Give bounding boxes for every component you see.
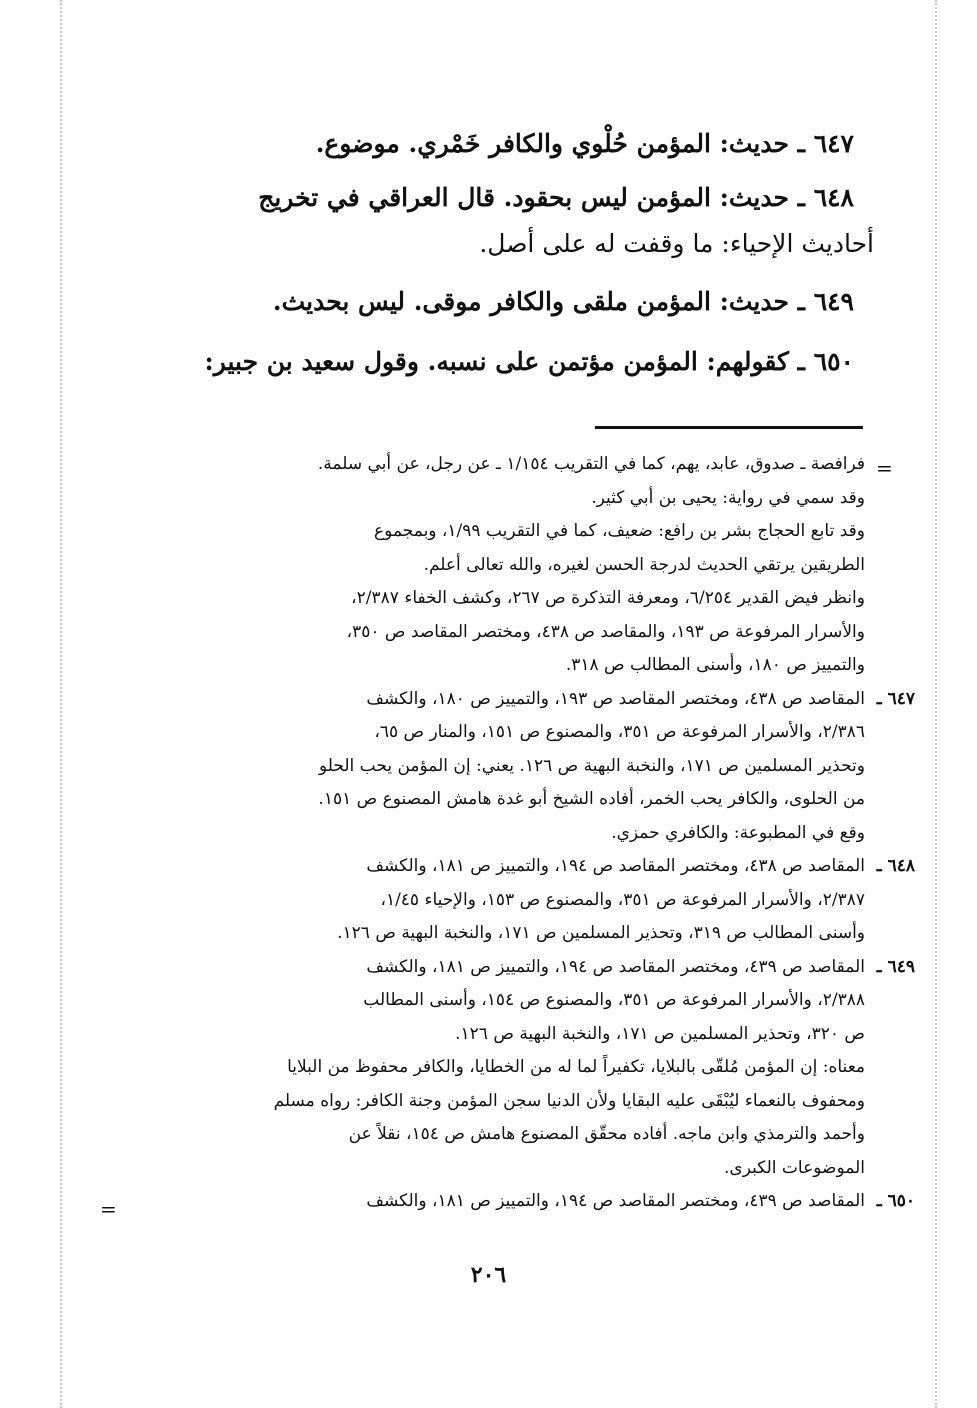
footnote-line: ٢/٣٨٨، والأسرار المرفوعة ص ٣٥١، والمصنوع ص ١٥٤، وأسنى المطالب <box>363 990 865 1010</box>
continuation-marker: = <box>876 456 893 480</box>
footnote-647 <box>117 683 915 851</box>
footnote-line: وتحذير المسلمين ص ١٧١، والنخبة البهية ص ١٢٦. يعني: إن المؤمن يحب الحلو <box>318 755 865 776</box>
footnote-line: المقاصد ص ٤٣٩، ومختصر المقاصد ص ١٩٤، والتمييز ص ١٨١، والكشف <box>366 1191 865 1211</box>
footnote-line: المقاصد ص ٤٣٩، ومختصر المقاصد ص ١٩٤، والتمييز ص ١٨١، والكشف <box>366 956 865 977</box>
footnote-line: وقع في المطبوعة: والكافري حمزي. <box>611 822 865 843</box>
footnote-line: فرافصة ـ صدوق، عابد، يهم، كما في التقريب ١/١٥٤ ـ عن رجل، عن أبي سلمة. <box>317 454 865 474</box>
footnote-number: ٦٥٠ ـ <box>876 1191 915 1211</box>
footnote-rule <box>595 426 863 429</box>
footnote-650 <box>117 1185 915 1219</box>
main-text <box>102 118 874 388</box>
end-continuation-marker: = <box>100 1197 117 1221</box>
footnote-line: وأسنى المطالب ص ٣١٩، وتحذير المسلمين ص ١٧١، والنخبة البهية ص ١٢٦. <box>337 923 865 943</box>
entry-649: ٦٤٩ ـ حديث: المؤمن ملقى والكافر موقى. ليس بحديث. <box>272 287 854 316</box>
footnote-line: المقاصد ص ٤٣٨، ومختصر المقاصد ص ١٩٣، والتمييز ص ١٨٠، والكشف <box>366 688 865 709</box>
footnote-line: المقاصد ص ٤٣٨، ومختصر المقاصد ص ١٩٤، والتمييز ص ١٨١، والكشف <box>366 856 865 876</box>
footnote-number: ٦٤٧ ـ <box>876 688 915 709</box>
footnote-number: ٦٤٩ ـ <box>876 956 915 977</box>
footnote-continued <box>117 448 865 683</box>
footnote-line: الطريقين يرتقي الحديث لدرجة الحسن لغيره، والله تعالى أعلم. <box>423 554 865 575</box>
footnote-line: والتمييز ص ١٨٠، وأسنى المطالب ص ٣١٨. <box>565 655 865 675</box>
footnote-line: وقد تابع الحجاج بشر بن رافع: ضعيف، كما في التقريب ١/٩٩، وبمجموع <box>374 521 865 541</box>
footnote-line: ٢/٣٨٧، والأسرار المرفوعة ص ٣٥١، والمصنوع ص ١٥٣، والإحياء ١/٤٥، <box>380 889 865 910</box>
footnote-number: ٦٤٨ ـ <box>876 856 915 876</box>
footnote-line: وانظر فيض القدير ٦/٢٥٤، ومعرفة التذكرة ص ٢٦٧، وكشف الخفاء ٢/٣٨٧، <box>351 588 865 608</box>
entry-648-line1: ٦٤٨ ـ حديث: المؤمن ليس بحقود. قال العراقي في تخريج <box>258 183 854 212</box>
footnote-line: ص ٣٢٠، وتحذير المسلمين ص ١٧١، والنخبة البهية ص ١٢٦. <box>455 1023 865 1044</box>
footnote-648 <box>117 850 915 951</box>
page-number: ٢٠٦ <box>470 1262 507 1288</box>
footnote-line: معناه: إن المؤمن مُلقّى بالبلايا، تكفيراً لما له من الخطايا، والكافر محفوظ من البلايا <box>287 1057 865 1077</box>
footnote-line: والأسرار المرفوعة ص ١٩٣، والمقاصد ص ٤٣٨، ومختصر المقاصد ص ٣٥٠، <box>346 621 865 642</box>
entry-647: ٦٤٧ ـ حديث: المؤمن حُلْوي والكافر خَمْري. موضوع. <box>315 129 854 158</box>
entry-648-line2: أحاديث الإحياء: ما وقفت له على أصل. <box>479 229 874 258</box>
footnote-line: ومحفوف بالنعماء ليُبْقَى عليه البقايا ولأن الدنيا سجن المؤمن وجنة الكافر: رواه مسلم <box>273 1090 865 1111</box>
footnote-line: وأحمد والترمذي وابن ماجه. أفاده محقّق المصنوع هامش ص ١٥٤، نقلاً عن <box>348 1124 865 1144</box>
footnotes <box>117 448 915 1219</box>
footnote-649 <box>117 951 915 1186</box>
margin-dots-right <box>935 0 939 1408</box>
footnote-line: ٢/٣٨٦، والأسرار المرفوعة ص ٣٥١، والمصنوع ص ١٥١، والمنار ص ٦٥، <box>374 722 865 742</box>
footnote-line: من الحلوى، والكافر يحب الخمر، أفاده الشيخ أبو غدة هامش المصنوع ص ١٥١. <box>318 789 865 809</box>
margin-dots-left <box>60 0 64 1408</box>
entry-650: ٦٥٠ ـ كقولهم: المؤمن مؤتمن على نسبه. وقول سعيد بن جبير: <box>204 347 854 376</box>
footnote-line: الموضوعات الكبرى. <box>724 1157 865 1178</box>
footnote-line: وقد سمي في رواية: يحيى بن أبي كثير. <box>591 487 865 508</box>
